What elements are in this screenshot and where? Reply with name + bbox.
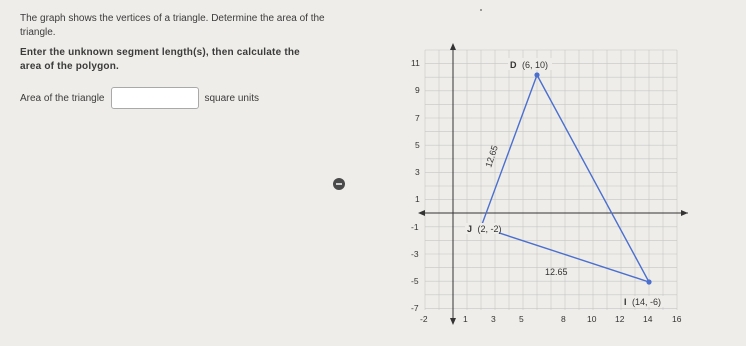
- y-tick-label: 11: [411, 58, 420, 68]
- y-tick-label: -1: [411, 222, 419, 232]
- vertex-j-label: J (2, -2): [467, 224, 502, 234]
- x-axis-arrow-left: [418, 210, 425, 216]
- segment-ji-length-label: 12.65: [545, 267, 568, 277]
- vertex-i-label: I (14, -6): [624, 297, 662, 307]
- y-tick-label: 3: [415, 167, 420, 177]
- question-prompt: The graph shows the vertices of a triangle. Determine the area of the triangle.: [20, 13, 325, 38]
- x-tick-label: 1: [463, 314, 468, 324]
- y-tick-label: -3: [411, 249, 419, 259]
- x-tick-label: 5: [519, 314, 524, 324]
- x-axis-arrow-right: [681, 210, 688, 216]
- y-axis-arrow-down: [450, 318, 456, 325]
- x-tick-label: 3: [491, 314, 496, 324]
- vertex-d-label: D (6, 10): [510, 60, 549, 70]
- x-tick-label: 16: [672, 314, 682, 324]
- x-tick-label: 12: [615, 314, 625, 324]
- y-tick-label: -7: [411, 303, 419, 313]
- y-tick-label: 5: [415, 140, 420, 150]
- x-tick-label: 10: [587, 314, 597, 324]
- y-tick-label: 1: [415, 194, 420, 204]
- vertex-d-point[interactable]: [534, 72, 539, 77]
- x-tick-labels: [420, 314, 682, 324]
- vertex-i-point[interactable]: [646, 279, 651, 284]
- answer-label: Area of the triangle: [20, 92, 105, 104]
- y-tick-label: -5: [411, 276, 419, 286]
- y-tick-label: 7: [415, 113, 420, 123]
- segment-labels: [483, 144, 567, 277]
- y-tick-label: 9: [415, 85, 420, 95]
- x-tick-label: 8: [561, 314, 566, 324]
- segment-dj-length-label: 12.65: [483, 144, 500, 169]
- answer-unit: square units: [204, 92, 259, 104]
- y-axis-arrow-up: [450, 43, 456, 50]
- x-tick-label: -2: [420, 314, 428, 324]
- x-tick-label: 14: [643, 314, 653, 324]
- instruction-text: Enter the unknown segment length(s), then calculate the area of the polygon.: [20, 47, 300, 72]
- y-tick-labels: [411, 58, 420, 313]
